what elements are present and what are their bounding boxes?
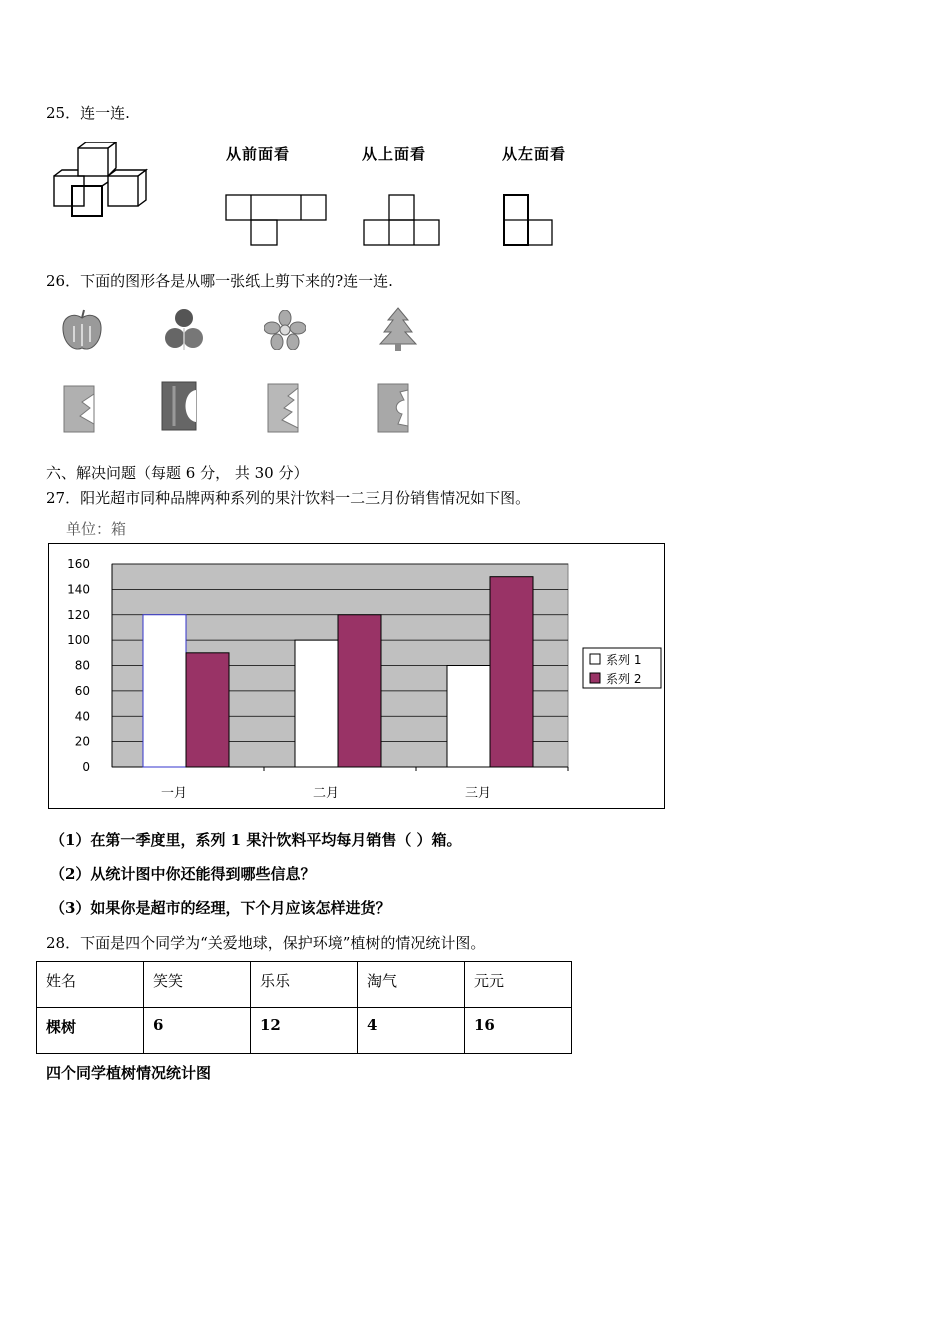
sales-bar-chart-svg: [49, 544, 666, 810]
table-cell: 元元: [465, 962, 572, 1008]
table-cell: 12: [251, 1008, 358, 1054]
x-tick-label: 三月: [464, 786, 492, 801]
legend-label: 系列 1: [606, 653, 642, 667]
table-row: [37, 1008, 572, 1054]
bar-2-3: [490, 577, 533, 767]
x-tick-label: 二月: [312, 786, 340, 801]
legend-swatch: [590, 654, 600, 664]
chart-unit-label: 单位：箱: [66, 520, 127, 538]
y-tick-label: 160: [67, 557, 90, 571]
view-label-front: 从前面看: [226, 145, 291, 163]
bar-1-1: [143, 615, 186, 767]
table-cell: 16: [465, 1008, 572, 1054]
question-27-text: 27．阳光超市同种品牌两种系列的果汁饮料一二三月份销售情况如下图。: [46, 489, 531, 507]
y-tick-label: 0: [82, 760, 90, 774]
question-27-sub3: （3）如果你是超市的经理，下个月应该怎样进货？: [50, 899, 391, 917]
table-cell: 淘气: [358, 962, 465, 1008]
cube-stack-figure: [50, 142, 150, 220]
legend-label: 系列 2: [606, 672, 642, 686]
left-view-figure: [502, 193, 558, 249]
top-view-figure: [362, 193, 442, 249]
question-25-text: 25．连一连.: [46, 104, 130, 122]
bar-1-2: [295, 640, 338, 767]
apple-shape-icon: [60, 308, 104, 354]
y-tick-label: 60: [74, 683, 90, 698]
chart-caption: 四个同学植树情况统计图: [46, 1064, 212, 1082]
paper-cut-3-icon: [266, 382, 302, 434]
front-view-figure: [224, 193, 330, 249]
table-header-row: [37, 962, 572, 1008]
tree-planting-table: [36, 961, 572, 1054]
x-tick-label: 一月: [160, 786, 188, 801]
bar-2-2: [338, 615, 381, 767]
table-cell: 棵树: [37, 1008, 144, 1054]
gourd-shape-icon: [164, 306, 204, 354]
y-tick-label: 80: [74, 658, 90, 673]
paper-cut-2-icon: [160, 380, 200, 432]
question-26-text: 26．下面的图形各是从哪一张纸上剪下来的?连一连.: [46, 272, 393, 290]
table-cell: 姓名: [37, 962, 144, 1008]
paper-cut-4-icon: [376, 382, 412, 434]
sales-bar-chart: [48, 543, 665, 809]
bar-2-1: [186, 653, 229, 767]
question-27-sub2: （2）从统计图中你还能得到哪些信息？: [50, 865, 316, 883]
legend-swatch: [590, 673, 600, 683]
view-label-left: 从左面看: [502, 145, 567, 163]
y-tick-label: 120: [67, 607, 90, 622]
y-tick-label: 100: [67, 633, 90, 648]
y-tick-label: 140: [67, 582, 90, 597]
flower-shape-icon: [264, 310, 306, 350]
y-tick-label: 40: [74, 709, 90, 724]
question-27-sub1: （1）在第一季度里，系列 1 果汁饮料平均每月销售（ ）箱。: [50, 831, 462, 849]
question-28-text: 28．下面是四个同学为“关爱地球，保护环境”植树的情况统计图。: [46, 934, 486, 952]
table-cell: 笑笑: [144, 962, 251, 1008]
view-label-top: 从上面看: [362, 145, 427, 163]
section-6-heading: 六、解决问题（每题 6 分， 共 30 分）: [46, 464, 309, 482]
table-cell: 乐乐: [251, 962, 358, 1008]
y-tick-label: 20: [74, 734, 90, 749]
tree-shape-icon: [378, 306, 418, 352]
table-cell: 6: [144, 1008, 251, 1054]
bar-1-3: [447, 666, 490, 768]
paper-cut-1-icon: [62, 384, 98, 434]
table-cell: 4: [358, 1008, 465, 1054]
